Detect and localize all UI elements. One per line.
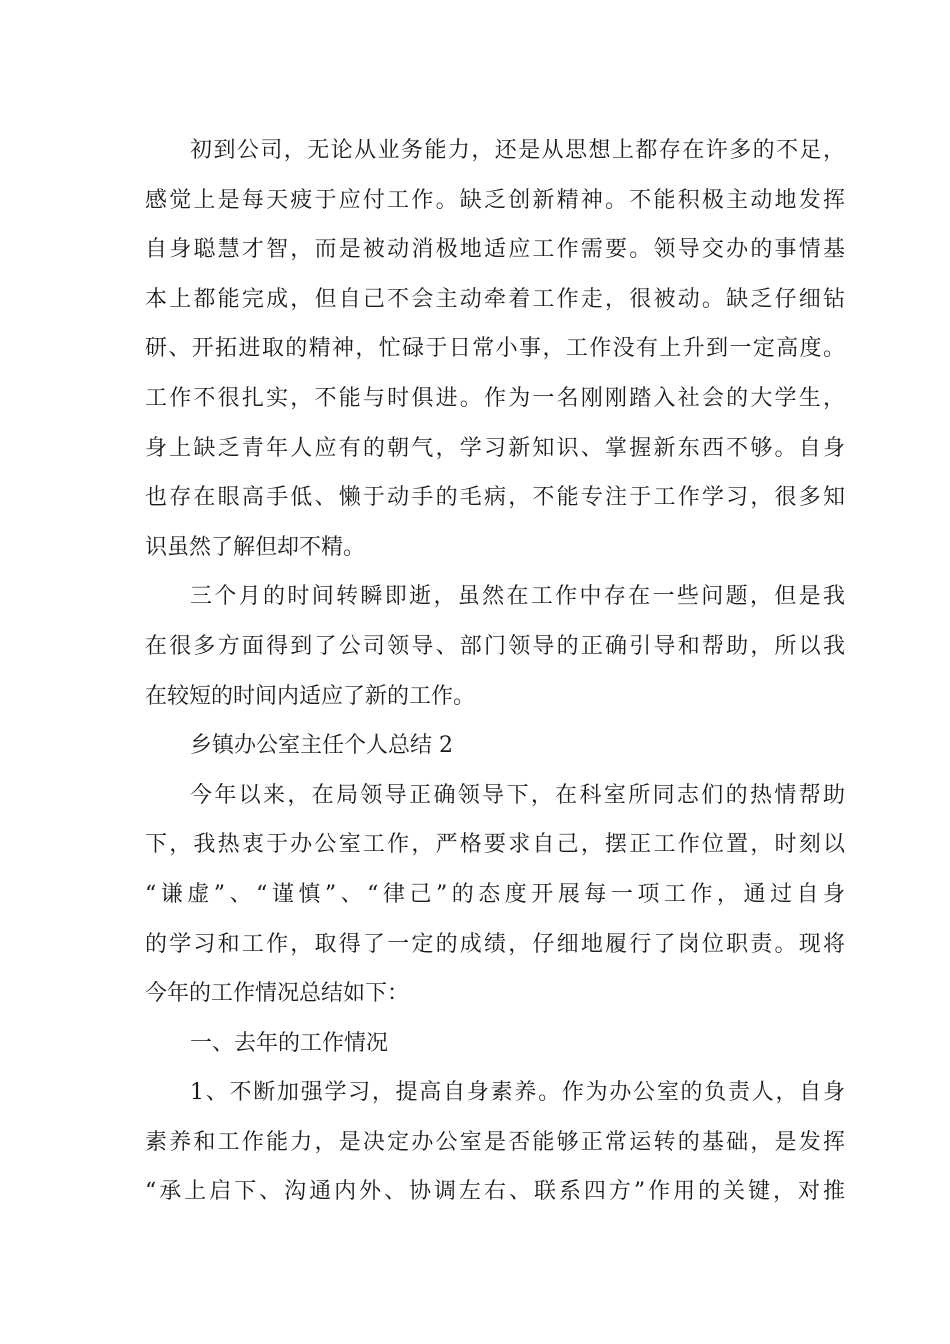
text-line: 在较短的时间内适应了新的工作。 bbox=[145, 683, 476, 709]
text-line: 感觉上是每天疲于应付工作。缺乏创新精神。不能积极主动地发挥 bbox=[145, 187, 845, 213]
text-line: 也存在眼高手低、懒于动手的毛病，不能专注于工作学习，很多知 bbox=[145, 485, 845, 511]
section-heading: 一、去年的工作情况 bbox=[190, 1030, 389, 1056]
text-line: 识虽然了解但却不精。 bbox=[145, 534, 366, 560]
text-line: 下，我热衷于办公室工作，严格要求自己，摆正工作位置，时刻以 bbox=[145, 832, 845, 858]
document-body bbox=[145, 126, 845, 1217]
text-line: 本上都能完成，但自己不会主动牵着工作走，很被动。缺乏仔细钻 bbox=[145, 286, 845, 312]
text-line: “承上启下、沟通内外、协调左右、联系四方”作用的关键，对推 bbox=[145, 1179, 845, 1205]
text-line: 自身聪慧才智，而是被动消极地适应工作需要。领导交办的事情基 bbox=[145, 237, 845, 263]
text-line: 的学习和工作，取得了一定的成绩，仔细地履行了岗位职责。现将 bbox=[145, 931, 845, 957]
section-heading: 乡镇办公室主任个人总结 2 bbox=[190, 733, 453, 759]
text-line: 初到公司，无论从业务能力，还是从思想上都存在许多的不足， bbox=[190, 138, 845, 163]
text-line: 三个月的时间转瞬即逝，虽然在工作中存在一些问题，但是我 bbox=[190, 584, 845, 610]
text-line: 1、不断加强学习，提高自身素养。作为办公室的负责人，自身 bbox=[190, 1080, 845, 1106]
text-line: 今年以来，在局领导正确领导下，在科室所同志们的热情帮助 bbox=[190, 782, 845, 808]
text-line: “谦虚”、“谨慎”、“律己”的态度开展每一项工作，通过自身 bbox=[145, 881, 845, 907]
text-line: 身上缺乏青年人应有的朝气，学习新知识、掌握新东西不够。自身 bbox=[145, 435, 845, 461]
text-line: 研、开拓进取的精神，忙碌于日常小事，工作没有上升到一定高度。 bbox=[145, 336, 845, 362]
text-line: 工作不很扎实，不能与时俱进。作为一名刚刚踏入社会的大学生， bbox=[145, 385, 845, 411]
text-line: 在很多方面得到了公司领导、部门领导的正确引导和帮助，所以我 bbox=[145, 633, 845, 659]
text-line: 素养和工作能力，是决定办公室是否能够正常运转的基础，是发挥 bbox=[145, 1129, 845, 1155]
text-line: 今年的工作情况总结如下： bbox=[145, 981, 410, 1007]
